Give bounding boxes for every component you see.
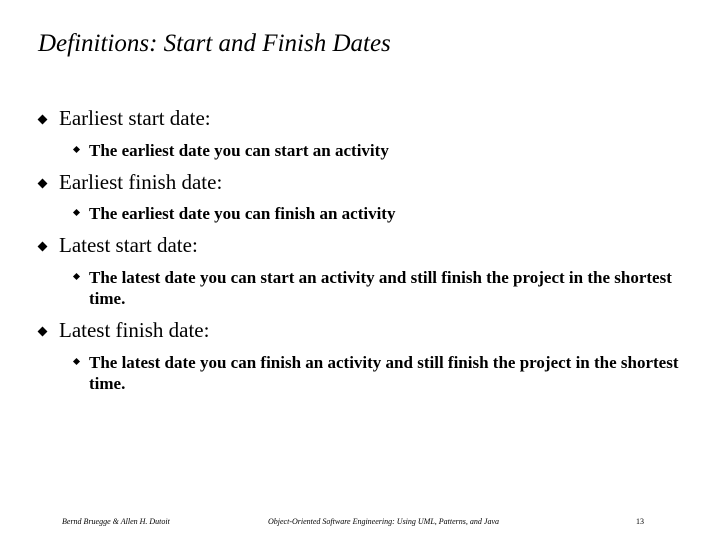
slide-title: Definitions: Start and Finish Dates [38,30,391,57]
bullet-label: Earliest finish date: [59,170,223,194]
square-bullet-icon [73,358,80,365]
square-bullet-icon [73,209,80,216]
sub-bullet-text: The earliest date you can start an activity [89,141,389,160]
bullet-label: Latest start date: [59,233,198,257]
square-bullet-icon [73,273,80,280]
diamond-bullet-icon [38,179,48,189]
square-bullet-icon [73,146,80,153]
footer-page-number: 13 [636,517,644,526]
bullet-label: Latest finish date: [59,318,210,342]
diamond-bullet-icon [38,115,48,125]
diamond-bullet-icon [38,242,48,252]
sub-bullet-text: The latest date you can finish an activity and still finish the project in the shortest time. [89,353,679,393]
footer-authors: Bernd Bruegge & Allen H. Dutoit [62,517,170,526]
footer-book-title: Object-Oriented Software Engineering: Using UML, Patterns, and Java [268,517,499,526]
diamond-bullet-icon [38,327,48,337]
bullet-label: Earliest start date: [59,106,211,130]
sub-bullet-text: The earliest date you can finish an activity [89,204,396,223]
sub-bullet-text: The latest date you can start an activity and still finish the project in the shortest time. [89,268,672,308]
